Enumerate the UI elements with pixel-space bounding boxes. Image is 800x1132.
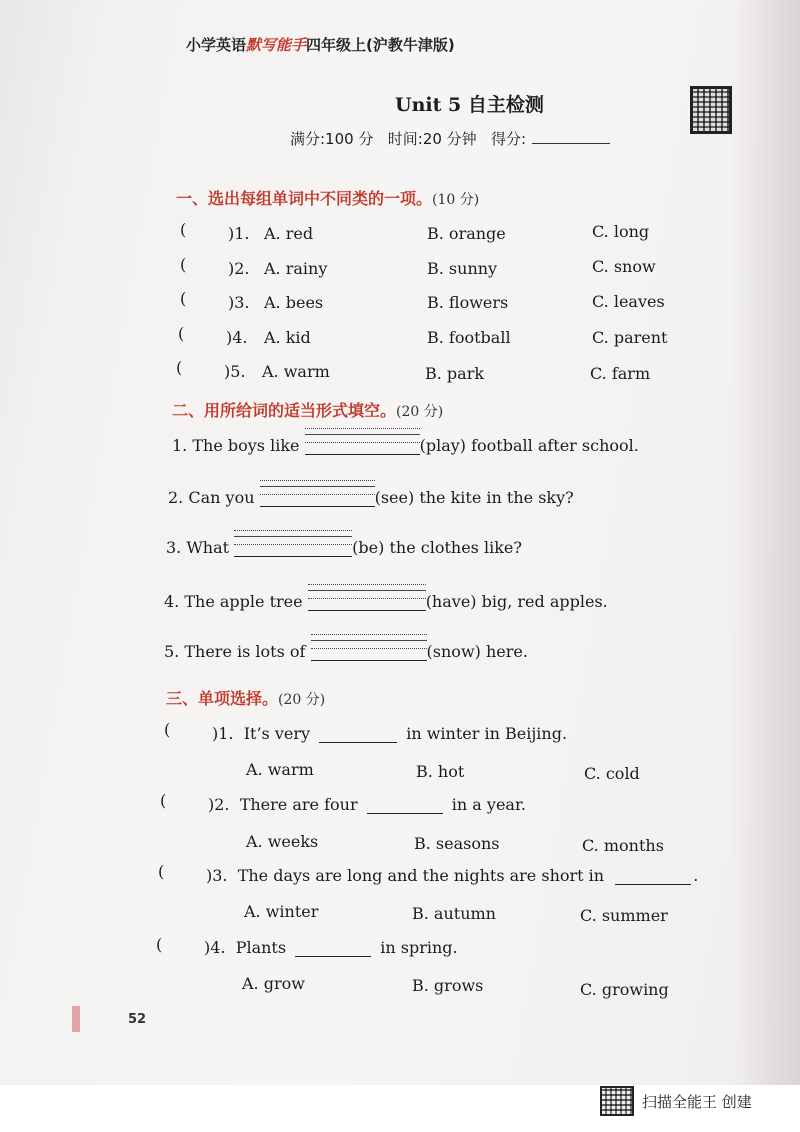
section-1-title: 一、选出每组单词中不同类的一项。 — [176, 189, 433, 208]
question-text-after: (be) the clothes like? — [352, 538, 522, 557]
header-prefix: 小学英语 — [186, 36, 247, 54]
answer-blank[interactable] — [311, 642, 427, 661]
answer-paren[interactable]: ( — [158, 862, 165, 881]
answer-blank[interactable] — [367, 799, 443, 814]
question-text: There are four — [239, 795, 358, 814]
question-text-after: (have) big, red apples. — [425, 592, 608, 611]
fill-in-question — [172, 436, 639, 455]
fill-in-question — [164, 642, 528, 661]
section-3-heading — [166, 686, 325, 709]
question-text: It’s very — [243, 724, 311, 743]
option-c: C. growing — [580, 980, 669, 999]
option-c: C. months — [582, 836, 664, 855]
option-b: B. orange — [427, 224, 506, 243]
time-limit: 时间:20 分钟 — [387, 130, 477, 148]
section-2-heading — [172, 398, 443, 421]
question-stem — [212, 724, 567, 743]
question-text-after: in spring. — [380, 938, 458, 957]
section-2-points: (20 分) — [396, 404, 444, 420]
question-number: )5. — [224, 362, 246, 381]
section-3-title: 三、单项选择。 — [166, 689, 279, 708]
question-text: 3. What — [166, 538, 230, 557]
scanner-watermark — [600, 1086, 752, 1116]
score-blank[interactable] — [532, 131, 610, 144]
score-line — [290, 128, 610, 149]
option-a: A. bees — [264, 293, 324, 312]
question-text: 4. The apple tree — [164, 592, 303, 611]
option-b: B. seasons — [414, 834, 500, 853]
question-stem — [206, 866, 698, 885]
page-number: 52 — [128, 1012, 147, 1027]
header-brand: 默写能手 — [246, 36, 307, 54]
question-stem — [204, 938, 458, 957]
question-text-after: (play) football after school. — [419, 436, 639, 455]
answer-paren[interactable]: ( — [180, 289, 187, 308]
answer-blank[interactable] — [295, 942, 371, 957]
option-b: B. flowers — [427, 293, 509, 312]
question-text-after: in winter in Beijing. — [406, 724, 568, 743]
question-number: )2. — [228, 259, 250, 278]
option-a: A. rainy — [264, 259, 328, 278]
question-text-after: . — [693, 866, 699, 885]
page-shadow — [730, 0, 800, 1085]
score-label: 得分: — [491, 130, 527, 148]
option-a: A. warm — [246, 760, 314, 779]
fill-in-question — [168, 488, 574, 507]
question-number: )4. — [226, 328, 248, 347]
option-b: B. football — [427, 328, 511, 347]
question-number: )4. — [204, 938, 226, 957]
option-a: A. grow — [242, 974, 305, 993]
answer-blank[interactable] — [234, 538, 352, 557]
answer-paren[interactable]: ( — [178, 324, 185, 343]
page-title: Unit 5 自主检测 — [395, 94, 544, 116]
option-a: A. kid — [264, 328, 311, 347]
watermark-text: 扫描全能王 创建 — [642, 1092, 752, 1111]
option-a: A. red — [264, 224, 314, 243]
answer-paren[interactable]: ( — [176, 358, 183, 377]
answer-paren[interactable]: ( — [180, 255, 187, 274]
book-header — [186, 34, 455, 55]
full-marks: 满分:100 分 — [290, 130, 374, 148]
answer-blank[interactable] — [319, 728, 397, 743]
answer-blank[interactable] — [305, 436, 420, 455]
answer-paren[interactable]: ( — [180, 220, 187, 239]
fill-in-question — [164, 592, 608, 611]
option-b: B. park — [425, 364, 485, 383]
option-a: A. weeks — [246, 832, 319, 851]
option-c: C. farm — [590, 364, 651, 383]
question-stem — [208, 795, 526, 814]
question-text: Plants — [235, 938, 287, 957]
question-text-after: (snow) here. — [426, 642, 528, 661]
option-b: B. autumn — [412, 904, 496, 923]
answer-blank[interactable] — [615, 870, 691, 885]
option-c: C. leaves — [592, 292, 665, 311]
answer-blank[interactable] — [308, 592, 426, 611]
option-c: C. parent — [592, 328, 668, 347]
qr-code-icon — [600, 1086, 634, 1116]
section-1-heading — [176, 186, 479, 209]
qr-code-icon — [690, 86, 732, 134]
header-suffix: 四年级上(沪教牛津版) — [306, 36, 455, 54]
page-margin-mark — [72, 1006, 80, 1032]
answer-blank[interactable] — [260, 488, 375, 507]
section-2-title: 二、用所给词的适当形式填空。 — [172, 401, 397, 420]
question-text-after: in a year. — [451, 795, 526, 814]
question-number: )3. — [206, 866, 228, 885]
section-1-points: (10 分) — [432, 192, 480, 208]
option-a: A. winter — [244, 902, 319, 921]
question-text: 5. There is lots of — [164, 642, 306, 661]
question-number: )3. — [228, 293, 250, 312]
question-text-after: (see) the kite in the sky? — [374, 488, 574, 507]
answer-paren[interactable]: ( — [160, 791, 167, 810]
option-c: C. snow — [592, 257, 656, 276]
section-3-points: (20 分) — [278, 692, 326, 708]
question-number: )1. — [228, 224, 250, 243]
option-b: B. hot — [416, 762, 465, 781]
question-text: 2. Can you — [168, 488, 255, 507]
question-number: )1. — [212, 724, 234, 743]
option-c: C. cold — [584, 764, 640, 783]
option-c: C. summer — [580, 906, 668, 925]
fill-in-question — [166, 538, 522, 557]
question-text: The days are long and the nights are short in — [237, 866, 605, 885]
answer-paren[interactable]: ( — [156, 935, 163, 954]
option-a: A. warm — [262, 362, 330, 381]
option-b: B. grows — [412, 976, 484, 995]
option-b: B. sunny — [427, 259, 498, 278]
option-c: C. long — [592, 222, 650, 241]
answer-paren[interactable]: ( — [164, 720, 171, 739]
question-text: 1. The boys like — [172, 436, 300, 455]
question-number: )2. — [208, 795, 230, 814]
